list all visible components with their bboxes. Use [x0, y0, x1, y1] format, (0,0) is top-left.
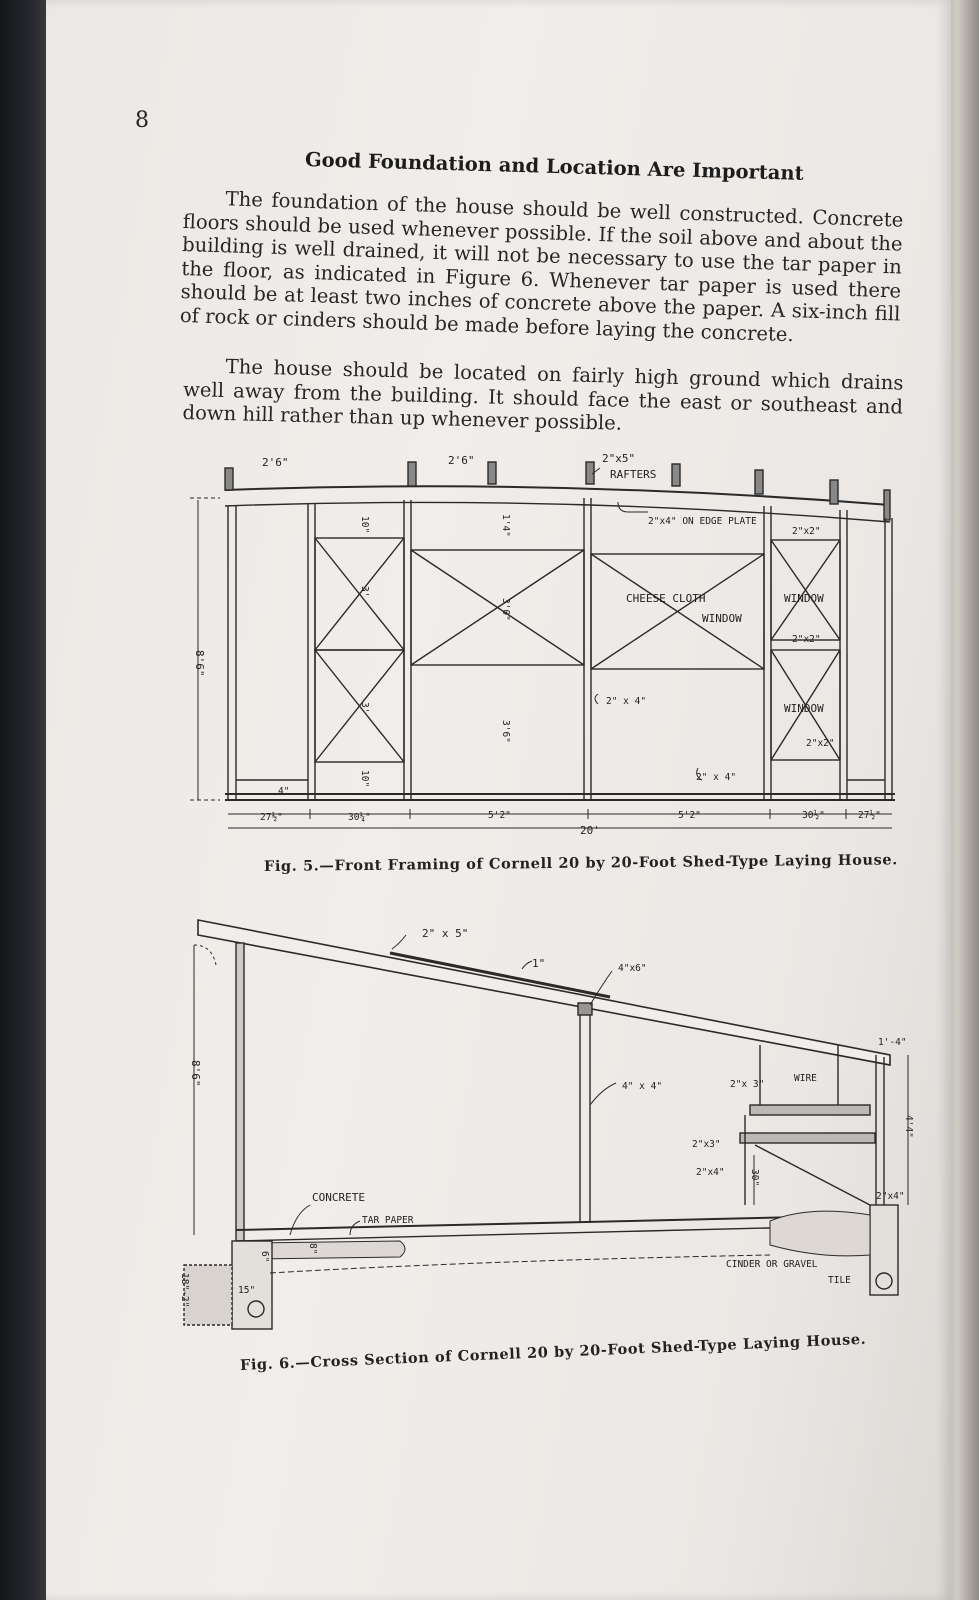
dim-v-10a: 10": [359, 516, 370, 534]
desk-background-left: [0, 0, 48, 1600]
label-roost-1: 2"x 3": [730, 1079, 765, 1090]
dim-slab: 8": [307, 1243, 318, 1255]
paragraph-foundation: The foundation of the house should be well constructed. Concrete floors should be used whenever possible. If the soil above and about the building is well drained, it will not be necessary to use the tar paper in the floor, as indicated in Figure 6. Whenever tar paper is used there should be at least two inches of concrete above the paper. A six-inch fill of rock or cinders should be made before laying the concrete.: [179, 187, 904, 346]
dim-v-14: 1'4": [500, 514, 511, 537]
dim-foundation-6: 6": [259, 1251, 270, 1263]
label-sill: 2" x 4": [696, 772, 737, 783]
dim-foundation-depth: 18"-2": [179, 1273, 190, 1308]
dim-v-3b: 3': [359, 702, 370, 714]
dim-roost-height: 30": [749, 1169, 760, 1187]
label-roof-board: 1": [532, 957, 546, 970]
dim-top-1: 2'6": [262, 456, 289, 469]
label-rafters: RAFTERS: [610, 468, 657, 481]
figure-6-caption: Fig. 6.—Cross Section of Cornell 20 by 20-Foot Shed-Type Laying House.: [239, 1330, 867, 1374]
label-post: 4" x 4": [622, 1081, 663, 1092]
label-wire: WIRE: [794, 1073, 817, 1084]
label-stud: 2" x 4": [606, 696, 647, 707]
dim-front-height: 4'4": [903, 1115, 914, 1138]
dim-height: 8'6": [193, 650, 206, 677]
dim-bottom-6: 27½": [858, 810, 881, 821]
dim-front-top: 1'-4": [878, 1037, 907, 1048]
dim-bottom-3: 5'2": [488, 810, 511, 821]
paragraph-location: The house should be located on fairly high ground which drains well away from the building. It should face the east or southeast and down hill rather than up whenever possible.: [182, 355, 904, 435]
dim-v-30: 3'0": [500, 598, 511, 621]
label-cinder-gravel: CINDER OR GRAVEL: [726, 1259, 818, 1270]
dim-bottom-5: 30½": [802, 810, 825, 821]
dim-bottom-1: 27½": [260, 812, 283, 823]
label-tile: TILE: [828, 1275, 851, 1286]
label-cheese-cloth: CHEESE CLOTH: [626, 592, 706, 605]
label-window-lower: WINDOW: [784, 702, 824, 715]
figure-6-cross-section: [170, 905, 920, 1345]
section-heading: Good Foundation and Location Are Important: [304, 148, 804, 185]
dim-top-2: 2'6": [448, 454, 475, 467]
label-tar-paper: TAR PAPER: [362, 1215, 414, 1226]
label-sill-right: 2"x4": [876, 1191, 905, 1202]
label-window-upper: WINDOW: [784, 592, 824, 605]
label-rafter: 2" x 5": [422, 927, 469, 940]
dim-foundation-15: 15": [238, 1285, 256, 1296]
label-concrete: CONCRETE: [312, 1191, 365, 1204]
label-rafters-size: 2"x5": [602, 452, 636, 465]
dim-total-width: 20': [580, 824, 600, 837]
label-roost-3: 2"x4": [696, 1167, 725, 1178]
dim-bottom-4: 5'2": [678, 810, 701, 821]
dim-bottom-2: 30¼": [348, 812, 371, 823]
label-window-frame-3: 2"x2": [806, 738, 835, 749]
dim-height-6: 8'6": [189, 1060, 202, 1087]
figure-5-front-framing: [170, 450, 910, 840]
figure-5-caption: Fig. 5.—Front Framing of Cornell 20 by 20-Foot Shed-Type Laying House.: [263, 851, 898, 875]
dim-v-3a: 3': [359, 586, 370, 598]
label-beam: 4"x6": [618, 963, 647, 974]
label-window-frame-2: 2"x2": [792, 634, 821, 645]
label-plate: 2"x4" ON EDGE PLATE: [648, 516, 757, 527]
dim-v-36: 3'6": [500, 720, 511, 743]
dim-v-4: 4": [278, 786, 290, 797]
dim-v-10b: 10": [359, 770, 370, 788]
label-cheese-cloth-window: WINDOW: [702, 612, 742, 625]
label-window-frame-1: 2"x2": [792, 526, 821, 537]
page-number: 8: [135, 108, 149, 133]
label-roost-2: 2"x3": [692, 1139, 721, 1150]
